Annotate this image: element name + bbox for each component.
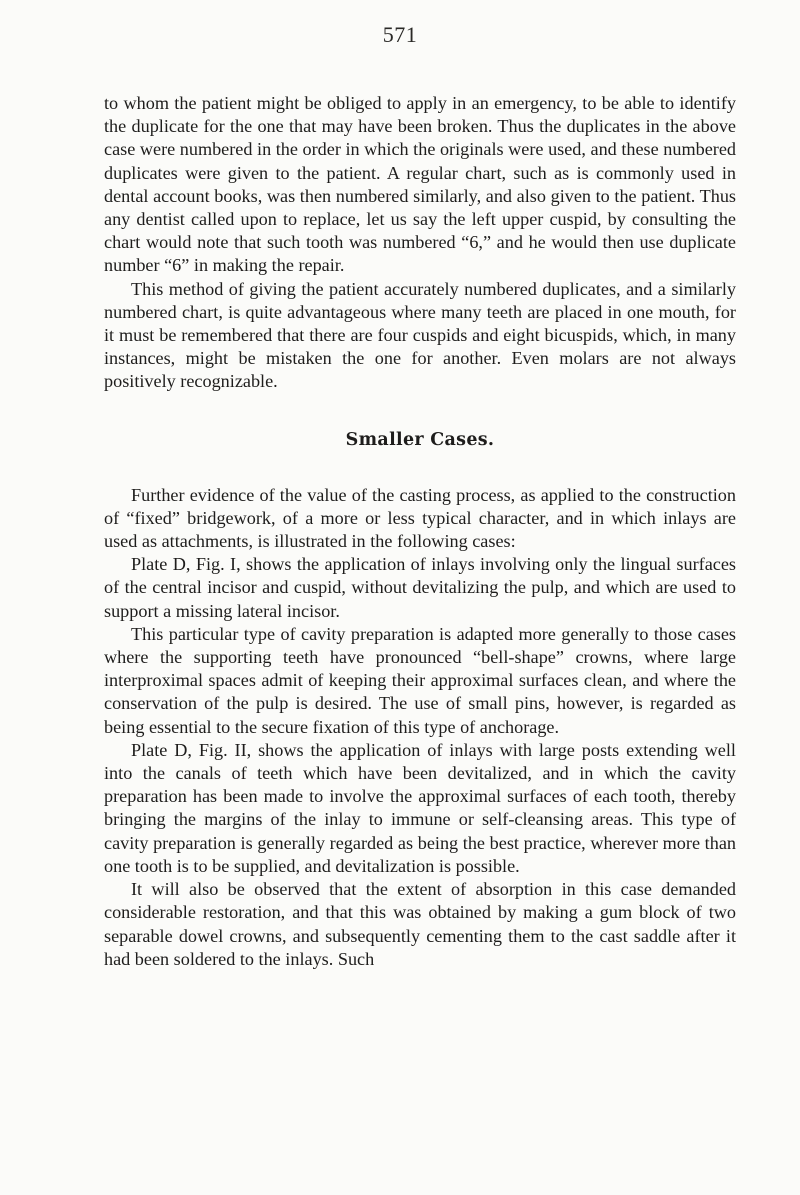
paragraph-cavity-preparation: This particular type of cavity preparation is adapted more generally to those cases where the supporting teeth have pronounced “bell-shape” crowns, where large interproximal spaces admit of keeping their approximal surfaces clean, and where the conservation of the pulp is desired. The use of small pins, however, is regarded as being essential to the secure fixation of this type of anchorage. xyxy=(104,623,736,737)
section-heading: Smaller Cases. xyxy=(345,429,495,450)
paragraph-plate-d-fig-1: Plate D, Fig. I, shows the application of inlays involving only the lingual surfaces of the central incisor and cuspid, without devitalizing the pulp, and which are used to support a missing lateral incisor. xyxy=(104,554,736,621)
paragraph-casting-process: Further evidence of the value of the casting process, as applied to the construction of “fixed” bridgework, of a more or less typical character, and in which inlays are used as attachments, is illustrated in the following cases: xyxy=(104,484,736,552)
paragraph-numbered-chart: This method of giving the patient accurately numbered duplicates, and a similarly numbered chart, is quite advantageous where many teeth are placed in one mouth, for it must be remembered that there are four cuspids and eight bicuspids, which, in many instances, might be mistaken the one for another. Even molars are not always positively recognizable. xyxy=(104,278,736,392)
paragraph-plate-d-fig-2: Plate D, Fig. II, shows the application of inlays with large posts extending well into the canals of teeth which have been devitalized, and in which the cavity preparation has been made to involve the approximal surfaces of each tooth, thereby bringing the margins of the inlay to immune or self-cleansing areas. This type of cavity preparation is generally regarded as being the best practice, wherever more than one tooth is to be supplied, and devitalization is possible. xyxy=(104,739,736,876)
page-number: 571 xyxy=(382,22,418,47)
paragraph-continuation: to whom the patient might be obliged to apply in an emergency, to be able to identify the duplicate for the one that may have been broken. Thus the duplicates in the above case were numbered in the order in which the originals were used, and these numbered duplicates were given to the patient. A regular chart, such as is commonly used in dental account books, was then numbered similarly, and also given to the patient. Thus any dentist called upon to replace, let us say the left upper cuspid, by consulting the chart would note that such tooth was numbered “6,” and he would then use duplicate number “6” in making the repair. xyxy=(104,93,736,276)
page-body xyxy=(104,92,736,971)
paragraph-absorption: It will also be observed that the extent of absorption in this case demanded considerable restoration, and that this was obtained by making a gum block of two separable dowel crowns, and subsequently cementing them to the cast saddle after it had been soldered to the inlays. Such xyxy=(104,879,736,969)
